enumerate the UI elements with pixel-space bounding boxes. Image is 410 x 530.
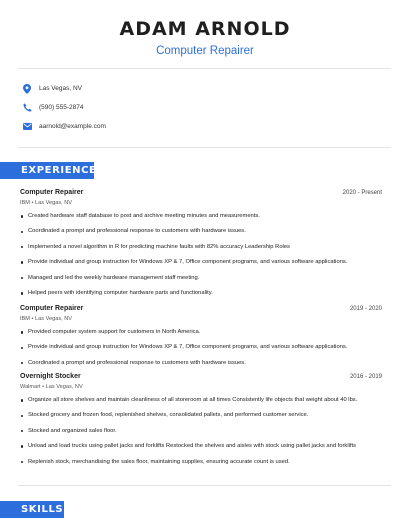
bullet-item: Helped peers with identifying computer hardware parts and functionality.: [20, 290, 382, 297]
section-heading-skills: SKILLS: [0, 501, 64, 518]
bullet-item: Managed and led the weekly hardware management staff meeting.: [20, 275, 382, 282]
bullet-item: Created hardware staff database to post and archive meeting minutes and measurements.: [20, 213, 382, 220]
job-dates: 2016 - 2019: [349, 374, 382, 380]
job-company: IBM • Las Vegas, NV: [20, 316, 73, 322]
job-bullets: [20, 329, 382, 367]
job-company: IBM • Las Vegas, NV: [20, 200, 73, 206]
resume-header: [0, 17, 410, 58]
contact-phone: [22, 98, 382, 117]
job-title: Computer Repairer: [20, 189, 84, 196]
job-title: Overnight Stocker: [20, 373, 81, 380]
bullet-item: Unload and load trucks using pallet jacks and forklifts Restocked the shelves and aisles with stock using pallet jacks and forklifts: [20, 443, 382, 450]
candidate-name: ADAM ARNOLD: [119, 18, 291, 40]
section-heading-experience: EXPERIENCE: [0, 162, 94, 179]
bullet-item: Stocked grocery and frozen food, replenished shelves, consolidated pallets, and performed customer service.: [20, 412, 382, 419]
bullet-item: Implemented a novel algorithm in R for predicting machine faults with 82% accuracy Leadership Roles: [20, 244, 382, 251]
bullet-item: Stocked and organized sales floor.: [20, 428, 382, 435]
contact-location: [22, 79, 382, 98]
contact-divider: [18, 147, 391, 148]
job-title: Computer Repairer: [20, 305, 84, 312]
phone-text: (590) 555-2874: [39, 104, 84, 111]
bullet-item: Provide individual and group instruction for Windows XP & 7, Office component programs, and various software applications.: [20, 344, 382, 351]
bullet-item: Organize all store shelves and maintain cleanliness of all storeroom at all times Consistently life objects that weight about 40 lbs.: [20, 397, 382, 404]
contact-info: [22, 79, 382, 136]
location-text: Las Vegas, NV: [39, 85, 82, 92]
bullet-item: Provide individual and group instruction for Windows XP & 7, Office component programs, and various software applications.: [20, 259, 382, 266]
experience-divider: [18, 485, 391, 486]
header-divider: [18, 68, 391, 69]
job-bullets: [20, 397, 382, 466]
job-company: Walmart • Las Vegas, NV: [20, 384, 83, 390]
job-entry: [20, 373, 382, 466]
phone-icon: [22, 103, 32, 113]
bullet-item: Provided computer system support for customers in North America.: [20, 329, 382, 336]
bullet-item: Coordinated a prompt and professional response to customers with hardware issues.: [20, 360, 382, 367]
bullet-item: Coordinated a prompt and professional response to customers with hardware issues.: [20, 228, 382, 235]
bullet-item: Replenish stock, merchandising the sales floor, maintaining supplies, ensuring accurate count is used.: [20, 459, 382, 466]
job-title-heading: Computer Repairer: [156, 45, 254, 57]
mail-icon: [22, 122, 32, 132]
email-text: aarnold@example.com: [39, 123, 106, 130]
job-entry: [20, 305, 382, 367]
job-dates: 2019 - 2020: [349, 306, 382, 312]
contact-email: [22, 117, 382, 136]
job-entry: [20, 189, 382, 297]
job-dates: 2020 - Present: [342, 190, 382, 196]
job-bullets: [20, 213, 382, 297]
map-pin-icon: [22, 84, 32, 94]
